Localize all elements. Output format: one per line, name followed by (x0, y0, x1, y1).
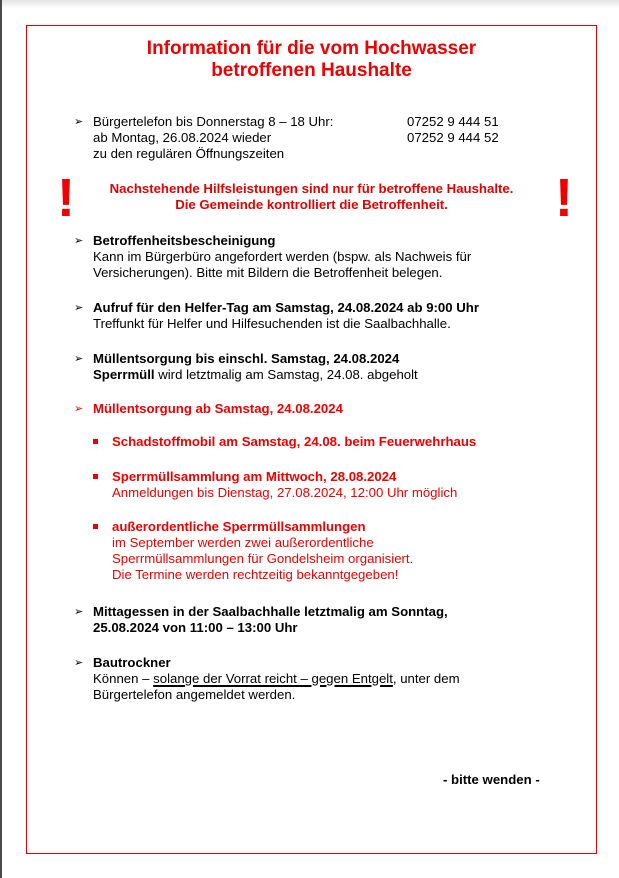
arrow-bullet-icon: ➢ (74, 353, 84, 365)
arrow-bullet-icon: ➢ (74, 302, 84, 314)
subitem-heading: Sperrmüllsammlung am Mittwoch, 28.08.2024 (112, 469, 397, 484)
hotline-label-2: ab Montag, 26.08.2024 wieder (93, 130, 272, 145)
section-heading-line-2: 25.08.2024 von 11:00 – 13:00 Uhr (93, 620, 298, 635)
section-heading: Müllentsorgung ab Samstag, 24.08.2024 (93, 401, 343, 416)
please-turn-over: - bitte wenden - (443, 772, 540, 787)
bulky-waste-label: Sperrmüll (93, 367, 155, 382)
section-heading: Aufruf für den Helfer-Tag am Samstag, 24.08.2024 ab 9:00 Uhr (93, 300, 479, 315)
section-text-line: Kann im Bürgerbüro angefordert werden (bspw. als Nachweis für (93, 249, 472, 264)
arrow-bullet-icon: ➢ (74, 403, 84, 415)
subitem-text-line: im September werden zwei außerordentliche (112, 535, 374, 550)
section-text-line (93, 367, 418, 383)
section-heading: Bautrockner (93, 655, 171, 670)
arrow-bullet-icon: ➢ (74, 235, 84, 247)
eligibility-warning (26, 181, 597, 213)
viewer-left-edge (0, 0, 2, 878)
hotline-label-3: zu den regulären Öffnungszeiten (93, 146, 285, 161)
bulky-waste-text: wird letztmalig am Samstag, 24.08. abgeholt (154, 367, 418, 382)
square-bullet-icon (93, 524, 98, 529)
section-text-line: Treffunkt für Helfer und Hilfesuchenden ist die Saalbachhalle. (93, 316, 451, 331)
square-bullet-icon (93, 474, 98, 479)
section-text-line: Versicherungen). Bitte mit Bildern die Betroffenheit belegen. (93, 265, 443, 280)
text-segment: Können – (93, 671, 154, 686)
viewer-top-shadow (0, 0, 619, 8)
section-heading: Betroffenheitsbescheinigung (93, 233, 276, 248)
document-title (26, 38, 597, 82)
arrow-bullet-icon: ➢ (74, 657, 84, 669)
underlined-condition: solange der Vorrat reicht – gegen Entgelt (153, 671, 393, 686)
warning-line-2: Die Gemeinde kontrolliert die Betroffenheit. (175, 197, 448, 212)
subitem-text-line: Anmeldungen bis Dienstag, 27.08.2024, 12:00 Uhr möglich (112, 485, 458, 500)
subitem-text-line: Sperrmüllsammlungen für Gondelsheim organisiert. (112, 551, 414, 566)
section-heading: Müllentsorgung bis einschl. Samstag, 24.08.2024 (93, 351, 400, 366)
arrow-bullet-icon: ➢ (74, 116, 84, 128)
subitem-heading: außerordentliche Sperrmüllsammlungen (112, 519, 366, 534)
title-line-2: betroffenen Haushalte (211, 60, 412, 81)
exclamation-icon-right: ! (555, 168, 573, 228)
hotline-label-1: Bürgertelefon bis Donnerstag 8 – 18 Uhr: (93, 114, 334, 129)
section-text-line (93, 671, 460, 687)
arrow-bullet-icon: ➢ (74, 606, 84, 618)
section-heading: Mittagessen in der Saalbachhalle letztmalig am Sonntag, (93, 604, 448, 619)
square-bullet-icon (93, 439, 98, 444)
hotline-phone-2: 07252 9 444 52 (407, 130, 499, 145)
hotline-phone-1: 07252 9 444 51 (407, 114, 499, 129)
section-text-line: Bürgertelefon angemeldet werden. (93, 687, 296, 702)
warning-line-1: Nachstehende Hilfsleistungen sind nur für betroffene Haushalte. (109, 181, 514, 196)
subitem-heading: Schadstoffmobil am Samstag, 24.08. beim Feuerwehrhaus (112, 434, 477, 449)
exclamation-icon-left: ! (57, 168, 75, 228)
subitem-text-line: Die Termine werden rechtzeitig bekanntgegeben! (112, 567, 399, 582)
title-line-1: Information für die vom Hochwasser (146, 38, 477, 59)
text-segment: , unter dem (392, 671, 460, 686)
